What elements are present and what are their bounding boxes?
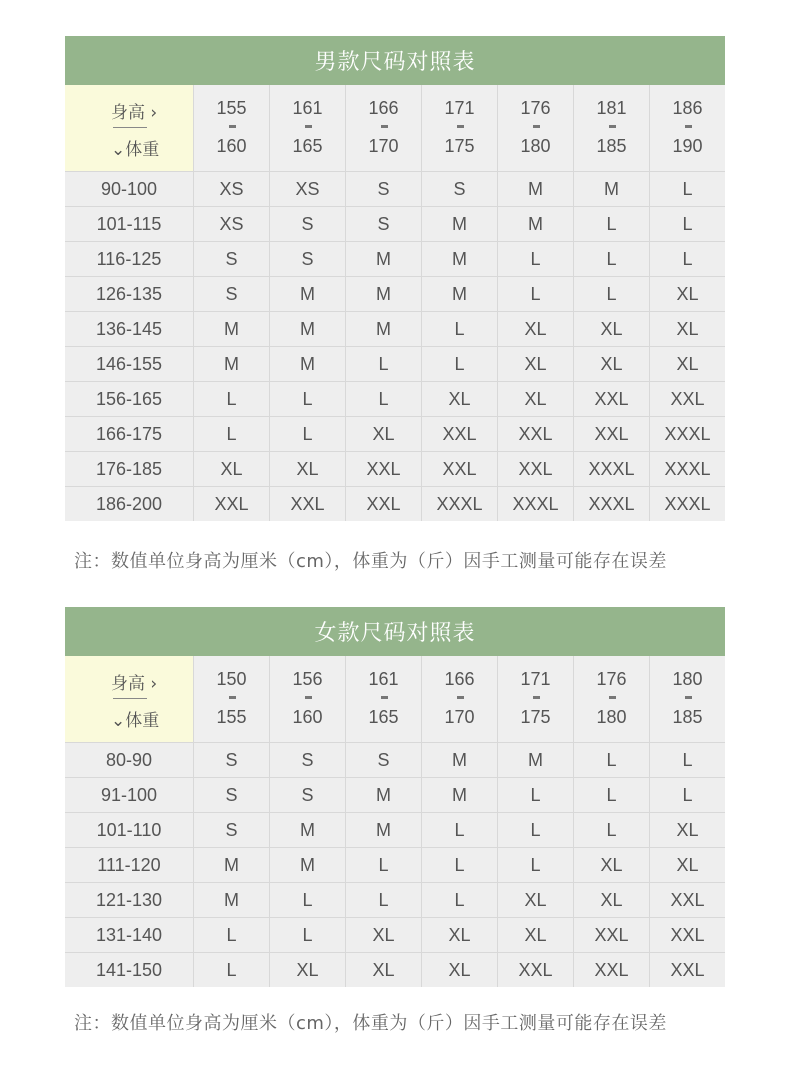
table-row bbox=[65, 883, 725, 918]
size-cell: L bbox=[573, 207, 649, 241]
size-cell: XL bbox=[497, 312, 573, 346]
table-row bbox=[65, 347, 725, 382]
size-cell: XL bbox=[649, 813, 725, 847]
weight-range-cell: 141-150 bbox=[95, 959, 163, 980]
size-cell: M bbox=[269, 813, 345, 847]
table-row bbox=[65, 743, 725, 778]
size-cell: L bbox=[193, 382, 269, 416]
size-cell: L bbox=[345, 382, 421, 416]
size-cell: XXL bbox=[573, 953, 649, 987]
size-cell: S bbox=[421, 172, 497, 206]
size-cell: M bbox=[497, 743, 573, 777]
size-cell: M bbox=[421, 277, 497, 311]
size-cell: L bbox=[421, 883, 497, 917]
height-range: 156 160 bbox=[269, 656, 345, 742]
weight-range-cell: 136-145 bbox=[95, 318, 163, 339]
size-cell: XXL bbox=[497, 417, 573, 451]
size-cell: XL bbox=[345, 953, 421, 987]
size-cell: XL bbox=[497, 883, 573, 917]
size-cell: XL bbox=[193, 452, 269, 486]
size-cell: XXL bbox=[421, 452, 497, 486]
size-cell: L bbox=[421, 347, 497, 381]
size-cell: XL bbox=[269, 953, 345, 987]
size-cell: L bbox=[497, 277, 573, 311]
size-cell: XXXL bbox=[421, 487, 497, 521]
size-cell: M bbox=[421, 743, 497, 777]
size-cell: S bbox=[193, 778, 269, 812]
size-cell: XXL bbox=[345, 452, 421, 486]
size-cell: L bbox=[649, 743, 725, 777]
size-cell: L bbox=[649, 172, 725, 206]
size-cell: XL bbox=[573, 347, 649, 381]
weight-range-cell: 111-120 bbox=[97, 854, 161, 875]
size-cell: L bbox=[269, 382, 345, 416]
footnote: 注：数值单位身高为厘米（cm），体重为（斤）因手工测量可能存在误差 bbox=[74, 1013, 667, 1034]
size-cell: XL bbox=[649, 848, 725, 882]
size-cell: XXXL bbox=[649, 487, 725, 521]
size-cell: L bbox=[193, 918, 269, 952]
size-cell: L bbox=[649, 778, 725, 812]
size-cell: M bbox=[421, 242, 497, 276]
size-cell: L bbox=[573, 813, 649, 847]
weight-range-cell: 90-100 bbox=[100, 178, 158, 199]
size-cell: M bbox=[193, 347, 269, 381]
weight-axis-label: ⌄体重 bbox=[111, 711, 160, 731]
size-cell: XL bbox=[649, 347, 725, 381]
height-range: 150 155 bbox=[193, 656, 269, 742]
weight-range-cell: 131-140 bbox=[95, 924, 163, 945]
size-cell: S bbox=[269, 207, 345, 241]
table-body bbox=[65, 172, 725, 521]
size-cell: M bbox=[345, 813, 421, 847]
size-cell: XXL bbox=[497, 452, 573, 486]
size-cell: XXL bbox=[649, 382, 725, 416]
table-row bbox=[65, 452, 725, 487]
size-cell: L bbox=[573, 778, 649, 812]
size-cell: L bbox=[269, 883, 345, 917]
table-row bbox=[65, 487, 725, 521]
height-range: 166 170 bbox=[421, 656, 497, 742]
height-range: 186 190 bbox=[649, 85, 725, 171]
table-row bbox=[65, 417, 725, 452]
table-row bbox=[65, 848, 725, 883]
size-cell: L bbox=[573, 277, 649, 311]
size-cell: XL bbox=[421, 382, 497, 416]
size-cell: L bbox=[649, 242, 725, 276]
weight-range-cell: 101-115 bbox=[96, 213, 162, 234]
size-cell: XXL bbox=[421, 417, 497, 451]
size-cell: M bbox=[345, 778, 421, 812]
size-cell: XXL bbox=[573, 382, 649, 416]
size-cell: L bbox=[421, 848, 497, 882]
weight-axis-label: ⌄体重 bbox=[111, 140, 160, 160]
height-header-row bbox=[65, 656, 725, 743]
table-row bbox=[65, 918, 725, 953]
size-cell: XL bbox=[573, 312, 649, 346]
size-cell: XXL bbox=[497, 953, 573, 987]
size-cell: XXXL bbox=[649, 452, 725, 486]
weight-range-cell: 146-155 bbox=[95, 353, 163, 374]
height-range: 171 175 bbox=[497, 656, 573, 742]
height-range: 161 165 bbox=[345, 656, 421, 742]
size-cell: M bbox=[345, 242, 421, 276]
size-cell: S bbox=[193, 277, 269, 311]
size-cell: L bbox=[497, 242, 573, 276]
weight-range-cell: 186-200 bbox=[95, 493, 163, 514]
size-cell: S bbox=[269, 242, 345, 276]
height-range: 155 160 bbox=[193, 85, 269, 171]
size-cell: XL bbox=[573, 848, 649, 882]
size-cell: M bbox=[421, 207, 497, 241]
size-cell: L bbox=[345, 848, 421, 882]
size-cell: XXL bbox=[649, 918, 725, 952]
table-row bbox=[65, 277, 725, 312]
size-cell: XL bbox=[497, 382, 573, 416]
size-cell: M bbox=[345, 312, 421, 346]
size-cell: M bbox=[421, 778, 497, 812]
weight-range-cell: 166-175 bbox=[95, 423, 163, 444]
size-cell: XL bbox=[649, 312, 725, 346]
size-cell: L bbox=[573, 743, 649, 777]
table-row bbox=[65, 778, 725, 813]
weight-range-cell: 80-90 bbox=[105, 749, 153, 770]
size-cell: XL bbox=[345, 417, 421, 451]
size-cell: XXXL bbox=[573, 452, 649, 486]
height-range: 171 175 bbox=[421, 85, 497, 171]
table-row bbox=[65, 382, 725, 417]
size-cell: XS bbox=[193, 172, 269, 206]
table-row bbox=[65, 207, 725, 242]
weight-range-cell: 176-185 bbox=[95, 458, 163, 479]
height-axis-label: 身高 › bbox=[111, 103, 158, 123]
weight-range-cell: 126-135 bbox=[95, 283, 163, 304]
weight-range-cell: 91-100 bbox=[100, 784, 158, 805]
size-cell: L bbox=[649, 207, 725, 241]
weight-range-cell: 121-130 bbox=[95, 889, 163, 910]
divider bbox=[113, 698, 147, 699]
size-cell: L bbox=[193, 953, 269, 987]
size-cell: M bbox=[193, 848, 269, 882]
size-cell: XXL bbox=[649, 883, 725, 917]
size-cell: M bbox=[345, 277, 421, 311]
size-cell: S bbox=[193, 242, 269, 276]
size-cell: L bbox=[497, 848, 573, 882]
height-header-row bbox=[65, 85, 725, 172]
size-cell: XXL bbox=[193, 487, 269, 521]
size-cell: XL bbox=[421, 953, 497, 987]
size-cell: XXL bbox=[345, 487, 421, 521]
table-title: 男款尺码对照表 bbox=[65, 36, 725, 85]
table-row bbox=[65, 242, 725, 277]
size-cell: S bbox=[193, 743, 269, 777]
size-cell: M bbox=[573, 172, 649, 206]
size-cell: S bbox=[269, 743, 345, 777]
weight-range-cell: 156-165 bbox=[95, 388, 163, 409]
table-body bbox=[65, 743, 725, 987]
height-range: 166 170 bbox=[345, 85, 421, 171]
size-cell: S bbox=[345, 172, 421, 206]
size-cell: M bbox=[269, 347, 345, 381]
height-range: 181 185 bbox=[573, 85, 649, 171]
table-row bbox=[65, 813, 725, 848]
size-cell: S bbox=[193, 813, 269, 847]
womens-size-table bbox=[65, 607, 725, 987]
height-axis-label: 身高 › bbox=[111, 674, 158, 694]
table-title: 女款尺码对照表 bbox=[65, 607, 725, 656]
height-range: 180 185 bbox=[649, 656, 725, 742]
size-cell: L bbox=[497, 813, 573, 847]
weight-range-cell: 116-125 bbox=[96, 248, 162, 269]
size-cell: L bbox=[421, 813, 497, 847]
table-row bbox=[65, 953, 725, 987]
corner-cell bbox=[65, 85, 193, 171]
size-cell: L bbox=[345, 347, 421, 381]
size-cell: XL bbox=[497, 918, 573, 952]
size-cell: XS bbox=[193, 207, 269, 241]
size-cell: M bbox=[193, 312, 269, 346]
size-cell: L bbox=[573, 242, 649, 276]
mens-size-table bbox=[65, 36, 725, 521]
table-row bbox=[65, 312, 725, 347]
size-cell: M bbox=[497, 207, 573, 241]
size-cell: XXL bbox=[573, 918, 649, 952]
height-range: 161 165 bbox=[269, 85, 345, 171]
size-cell: XXXL bbox=[649, 417, 725, 451]
table-row bbox=[65, 172, 725, 207]
size-cell: L bbox=[345, 883, 421, 917]
size-cell: M bbox=[193, 883, 269, 917]
size-cell: XS bbox=[269, 172, 345, 206]
size-cell: S bbox=[345, 207, 421, 241]
size-cell: L bbox=[269, 918, 345, 952]
weight-range-cell: 101-110 bbox=[96, 819, 162, 840]
size-cell: L bbox=[193, 417, 269, 451]
size-cell: S bbox=[269, 778, 345, 812]
size-cell: M bbox=[269, 848, 345, 882]
size-cell: L bbox=[269, 417, 345, 451]
size-cell: M bbox=[269, 277, 345, 311]
size-cell: XL bbox=[649, 277, 725, 311]
size-cell: L bbox=[497, 778, 573, 812]
height-range: 176 180 bbox=[573, 656, 649, 742]
divider bbox=[113, 127, 147, 128]
size-cell: S bbox=[345, 743, 421, 777]
size-cell: XL bbox=[269, 452, 345, 486]
corner-cell bbox=[65, 656, 193, 742]
footnote: 注：数值单位身高为厘米（cm），体重为（斤）因手工测量可能存在误差 bbox=[74, 551, 667, 572]
size-cell: XL bbox=[421, 918, 497, 952]
size-cell: XXXL bbox=[497, 487, 573, 521]
size-cell: XL bbox=[497, 347, 573, 381]
height-range: 176 180 bbox=[497, 85, 573, 171]
size-cell: L bbox=[421, 312, 497, 346]
size-cell: XXL bbox=[649, 953, 725, 987]
size-cell: M bbox=[497, 172, 573, 206]
size-cell: M bbox=[269, 312, 345, 346]
size-cell: XXXL bbox=[573, 487, 649, 521]
size-cell: XL bbox=[345, 918, 421, 952]
size-cell: XL bbox=[573, 883, 649, 917]
size-cell: XXL bbox=[573, 417, 649, 451]
size-cell: XXL bbox=[269, 487, 345, 521]
